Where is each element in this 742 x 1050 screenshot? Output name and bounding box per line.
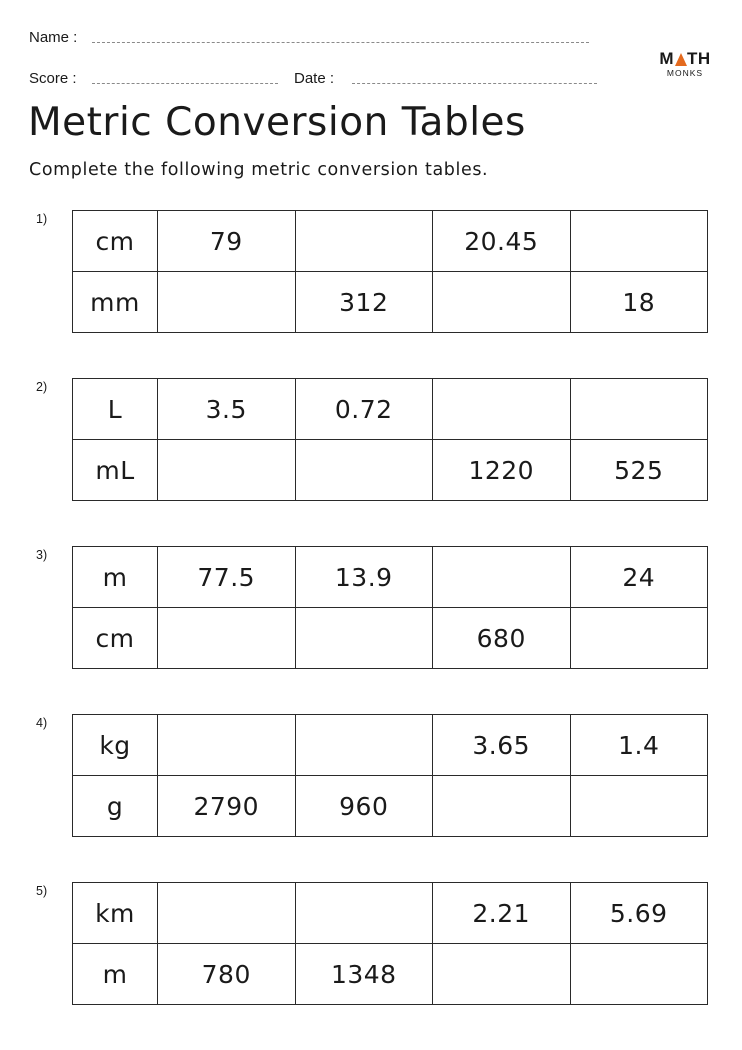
- table-row: [73, 272, 708, 333]
- table-row: [73, 211, 708, 272]
- answer-cell[interactable]: [433, 547, 571, 608]
- triangle-icon: [675, 53, 687, 66]
- answer-cell[interactable]: [433, 272, 571, 333]
- value-cell: 0.72: [295, 379, 433, 440]
- problem-number: 4): [36, 716, 48, 730]
- score-field[interactable]: [92, 83, 278, 84]
- unit-cell: km: [73, 883, 158, 944]
- conversion-table: [72, 714, 708, 837]
- conversion-table: [72, 210, 708, 333]
- answer-cell[interactable]: [158, 272, 296, 333]
- score-label: Score :: [29, 70, 77, 87]
- answer-cell[interactable]: [295, 715, 433, 776]
- problem-number: 2): [36, 380, 48, 394]
- value-cell: 1348: [295, 944, 433, 1005]
- unit-cell: g: [73, 776, 158, 837]
- table-row: [73, 776, 708, 837]
- table-row: [73, 883, 708, 944]
- table-row: [73, 379, 708, 440]
- table-row: [73, 608, 708, 669]
- value-cell: 24: [570, 547, 708, 608]
- answer-cell[interactable]: [570, 776, 708, 837]
- unit-cell: m: [73, 944, 158, 1005]
- value-cell: 20.45: [433, 211, 571, 272]
- date-label: Date :: [294, 70, 335, 87]
- value-cell: 2.21: [433, 883, 571, 944]
- table-row: [73, 547, 708, 608]
- logo-text-left: M: [659, 49, 674, 68]
- value-cell: 77.5: [158, 547, 296, 608]
- problem-number: 1): [36, 212, 48, 226]
- problem-number: 5): [36, 884, 48, 898]
- instructions: Complete the following metric conversion tables.: [29, 160, 489, 180]
- value-cell: 3.65: [433, 715, 571, 776]
- page-title: Metric Conversion Tables: [28, 100, 526, 145]
- value-cell: 525: [570, 440, 708, 501]
- value-cell: 780: [158, 944, 296, 1005]
- table-row: [73, 944, 708, 1005]
- answer-cell[interactable]: [295, 211, 433, 272]
- answer-cell[interactable]: [158, 608, 296, 669]
- unit-cell: mm: [73, 272, 158, 333]
- value-cell: 1220: [433, 440, 571, 501]
- unit-cell: m: [73, 547, 158, 608]
- unit-cell: mL: [73, 440, 158, 501]
- answer-cell[interactable]: [570, 211, 708, 272]
- answer-cell[interactable]: [158, 883, 296, 944]
- value-cell: 2790: [158, 776, 296, 837]
- unit-cell: kg: [73, 715, 158, 776]
- math-monks-logo: [655, 50, 715, 78]
- value-cell: 312: [295, 272, 433, 333]
- value-cell: 18: [570, 272, 708, 333]
- conversion-table: [72, 546, 708, 669]
- value-cell: 3.5: [158, 379, 296, 440]
- conversion-table: [72, 378, 708, 501]
- table-row: [73, 715, 708, 776]
- answer-cell[interactable]: [158, 440, 296, 501]
- answer-cell[interactable]: [433, 944, 571, 1005]
- answer-cell[interactable]: [433, 379, 571, 440]
- value-cell: 5.69: [570, 883, 708, 944]
- answer-cell[interactable]: [295, 608, 433, 669]
- unit-cell: L: [73, 379, 158, 440]
- name-field[interactable]: [92, 42, 589, 43]
- answer-cell[interactable]: [158, 715, 296, 776]
- answer-cell[interactable]: [570, 379, 708, 440]
- logo-subtext: MONKS: [666, 68, 704, 78]
- answer-cell[interactable]: [433, 776, 571, 837]
- unit-cell: cm: [73, 608, 158, 669]
- value-cell: 13.9: [295, 547, 433, 608]
- unit-cell: cm: [73, 211, 158, 272]
- value-cell: 960: [295, 776, 433, 837]
- answer-cell[interactable]: [570, 608, 708, 669]
- date-field[interactable]: [352, 83, 597, 84]
- logo-text-right: TH: [687, 49, 711, 68]
- value-cell: 79: [158, 211, 296, 272]
- problem-number: 3): [36, 548, 48, 562]
- table-row: [73, 440, 708, 501]
- value-cell: 680: [433, 608, 571, 669]
- value-cell: 1.4: [570, 715, 708, 776]
- name-label: Name :: [29, 29, 78, 46]
- answer-cell[interactable]: [295, 883, 433, 944]
- answer-cell[interactable]: [295, 440, 433, 501]
- conversion-table: [72, 882, 708, 1005]
- answer-cell[interactable]: [570, 944, 708, 1005]
